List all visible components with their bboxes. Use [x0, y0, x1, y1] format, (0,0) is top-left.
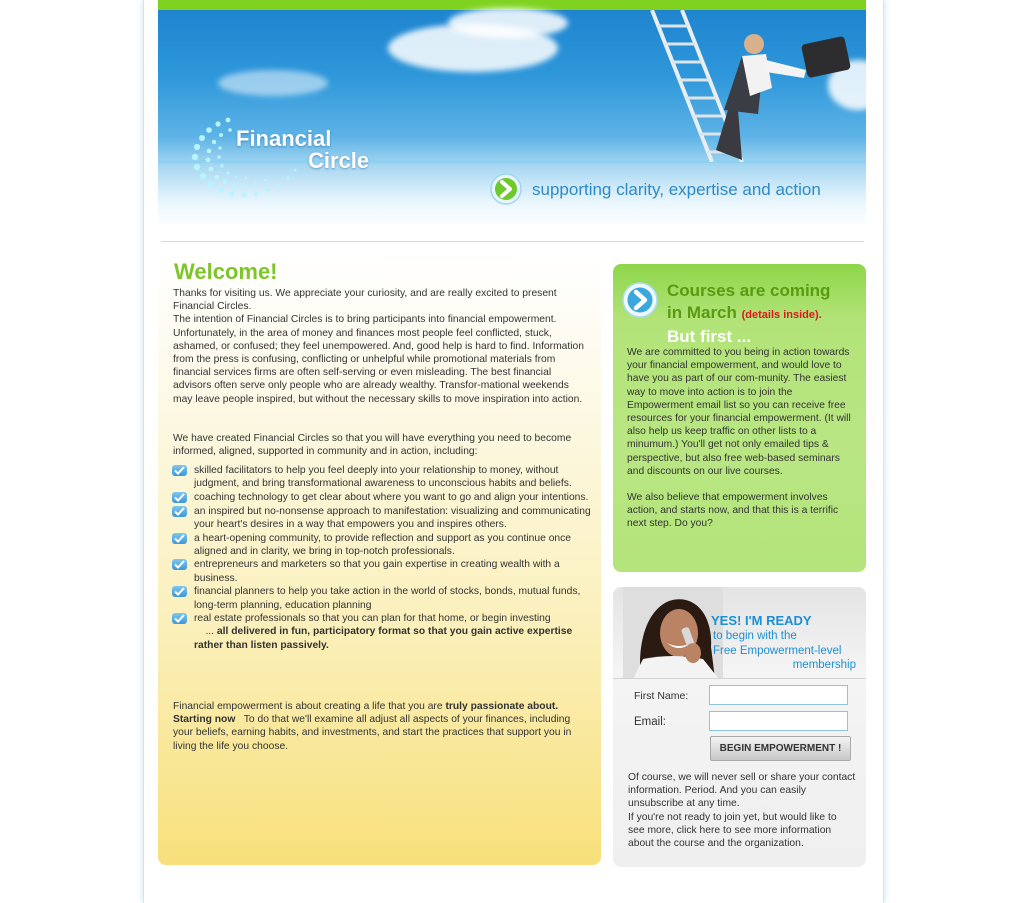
- checkmark-icon: [172, 465, 187, 476]
- courses-announcement-box: [613, 264, 866, 572]
- signup-notes: [628, 771, 856, 850]
- list-item-emphasis: all delivered in fun, participatory format so that you gain active expertise rather than listen passively.: [194, 626, 573, 651]
- list-item: [172, 505, 592, 531]
- logo-wordmark: [236, 128, 369, 172]
- chevron-right-icon: [490, 173, 522, 205]
- first-name-label: First Name:: [634, 690, 689, 702]
- list-item-text: a heart-opening community, to provide reflection and support as you continue once aligned and in clarity, we bring in top-notch professionals.: [194, 532, 572, 557]
- checkmark-icon: [172, 586, 187, 597]
- courses-paragraph: We are committed to you being in action towards your financial empowerment, and would love to have you as part of our com-munity. The easiest way to move into action is to join the Empowerment email list so you can receive free resources for your financial empowerment. (It will also help us keep traffic on other lists to a minumum.) You'll get not only emailed tips & perspective, but also free web-based seminars and discounts on our live courses.: [627, 347, 851, 477]
- signup-subheading: [713, 629, 856, 673]
- welcome-paragraph: We have created Financial Circles so that you will have everything you need to become informed, aligned, supported in community and in action, including:: [173, 433, 572, 458]
- welcome-paragraph: Thanks for visiting us. We appreciate your curiosity, and are really excited to present Financial Circles.: [173, 288, 557, 313]
- list-item: [172, 532, 592, 558]
- list-item: [172, 464, 592, 490]
- privacy-note: Of course, we will never sell or share your contact information. Period. And you can easily unsubscribe at any time.: [628, 772, 856, 810]
- courses-body: [627, 346, 853, 544]
- man-on-ladder-image: [646, 10, 866, 162]
- benefits-list: [172, 464, 592, 652]
- cloud-graphic: [218, 70, 328, 96]
- details-note: (details inside).: [741, 308, 822, 321]
- list-item-ellipsis: ...: [194, 626, 217, 638]
- site-tagline: supporting clarity, expertise and action: [532, 180, 821, 199]
- welcome-panel: [158, 256, 601, 865]
- signup-divider: [613, 678, 866, 679]
- courses-title-line: But first ...: [667, 327, 752, 346]
- checkmark-icon: [172, 492, 187, 503]
- courses-title: [667, 280, 862, 348]
- list-item-text: an inspired but no-nonsense approach to manifestation: visualizing and communicating your heart's desires in a way that empowers you and inspires others.: [194, 505, 591, 530]
- list-item-text: skilled facilitators to help you feel deeply into your relationship to money, without judgment, and bring transformational awareness to unconscious habits and beliefs.: [194, 465, 572, 490]
- checkmark-icon: [172, 506, 187, 517]
- welcome-paragraph: The intention of Financial Circles is to bring participants into financial empowerment. Unfortunately, in the area of money and finances most people feel conflicted, stuck, ashamed, or confused; they feel unempowered. And, good help is hard to find. Information from the press is confusing, conflicting or unhelpful while promotional materials from financial services firms are often self-serving or even misleading. The best financial advisors often serve only people who are already wealthy. Transfor-mational weekends may leave people inspired, but without the necessary skills to move inspiration into action.: [173, 314, 584, 405]
- welcome-closing: [173, 700, 591, 753]
- list-item-text: entrepreneurs and marketers so that you gain expertise in creating wealth with a business.: [194, 559, 560, 584]
- list-item-text: coaching technology to get clear about where you want to go and align your intentions.: [194, 491, 589, 503]
- welcome-heading: Welcome!: [174, 259, 278, 284]
- signup-subheading-line: Free Empowerment-level: [713, 644, 842, 657]
- welcome-paragraph: [173, 700, 591, 753]
- closing-emphasis: Starting now: [173, 714, 236, 726]
- email-field[interactable]: [709, 711, 848, 731]
- signup-heading: YES! I'M READY: [711, 613, 812, 628]
- closing-emphasis: truly passionate about.: [445, 701, 559, 712]
- checkmark-icon: [172, 613, 187, 624]
- welcome-includes: [173, 432, 591, 458]
- more-info-link[interactable]: If you're not ready to join yet, but would like to see more, click here to see more information about the course and the organization.: [628, 811, 837, 850]
- signup-box: [613, 587, 866, 867]
- courses-title-line: Courses are coming: [667, 281, 831, 300]
- chevron-right-icon: [622, 282, 658, 318]
- email-label: Email:: [634, 716, 666, 728]
- list-item-text: financial planners to help you take action in the world of stocks, bonds, mutual funds, long-term planning, education planning: [194, 586, 581, 611]
- list-item: [172, 558, 592, 584]
- list-item: [172, 491, 592, 504]
- list-item: [172, 612, 592, 652]
- checkmark-icon: [172, 533, 187, 544]
- list-item: [172, 585, 592, 611]
- logo-line-financial: Financial: [236, 126, 332, 151]
- signup-subheading-line: membership: [792, 659, 856, 671]
- list-item-text: real estate professionals so that you can plan for that home, or begin investing: [194, 613, 551, 625]
- courses-paragraph: We also believe that empowerment involves action, and starts now, and that this is a terrific next step. Do you?: [627, 492, 839, 530]
- site-header: [158, 0, 866, 228]
- cloud-graphic: [448, 8, 568, 38]
- logo-line-circle: Circle: [308, 148, 370, 173]
- courses-title-line: in March: [667, 302, 737, 322]
- first-name-field[interactable]: [709, 685, 848, 705]
- begin-empowerment-button[interactable]: BEGIN EMPOWERMENT !: [710, 736, 851, 761]
- welcome-intro: [173, 287, 591, 406]
- header-divider: [161, 241, 864, 242]
- closing-text: To do that we'll examine all adjust all aspects of your finances, including your beliefs, earning habits, and investments, and start the practices that support you in living the life you choose.: [173, 714, 575, 752]
- woman-on-phone-image: [623, 587, 723, 679]
- closing-text: Financial empowerment is about creating a life that you are: [173, 701, 446, 712]
- signup-subheading-line: to begin with the: [713, 630, 797, 642]
- checkmark-icon: [172, 559, 187, 570]
